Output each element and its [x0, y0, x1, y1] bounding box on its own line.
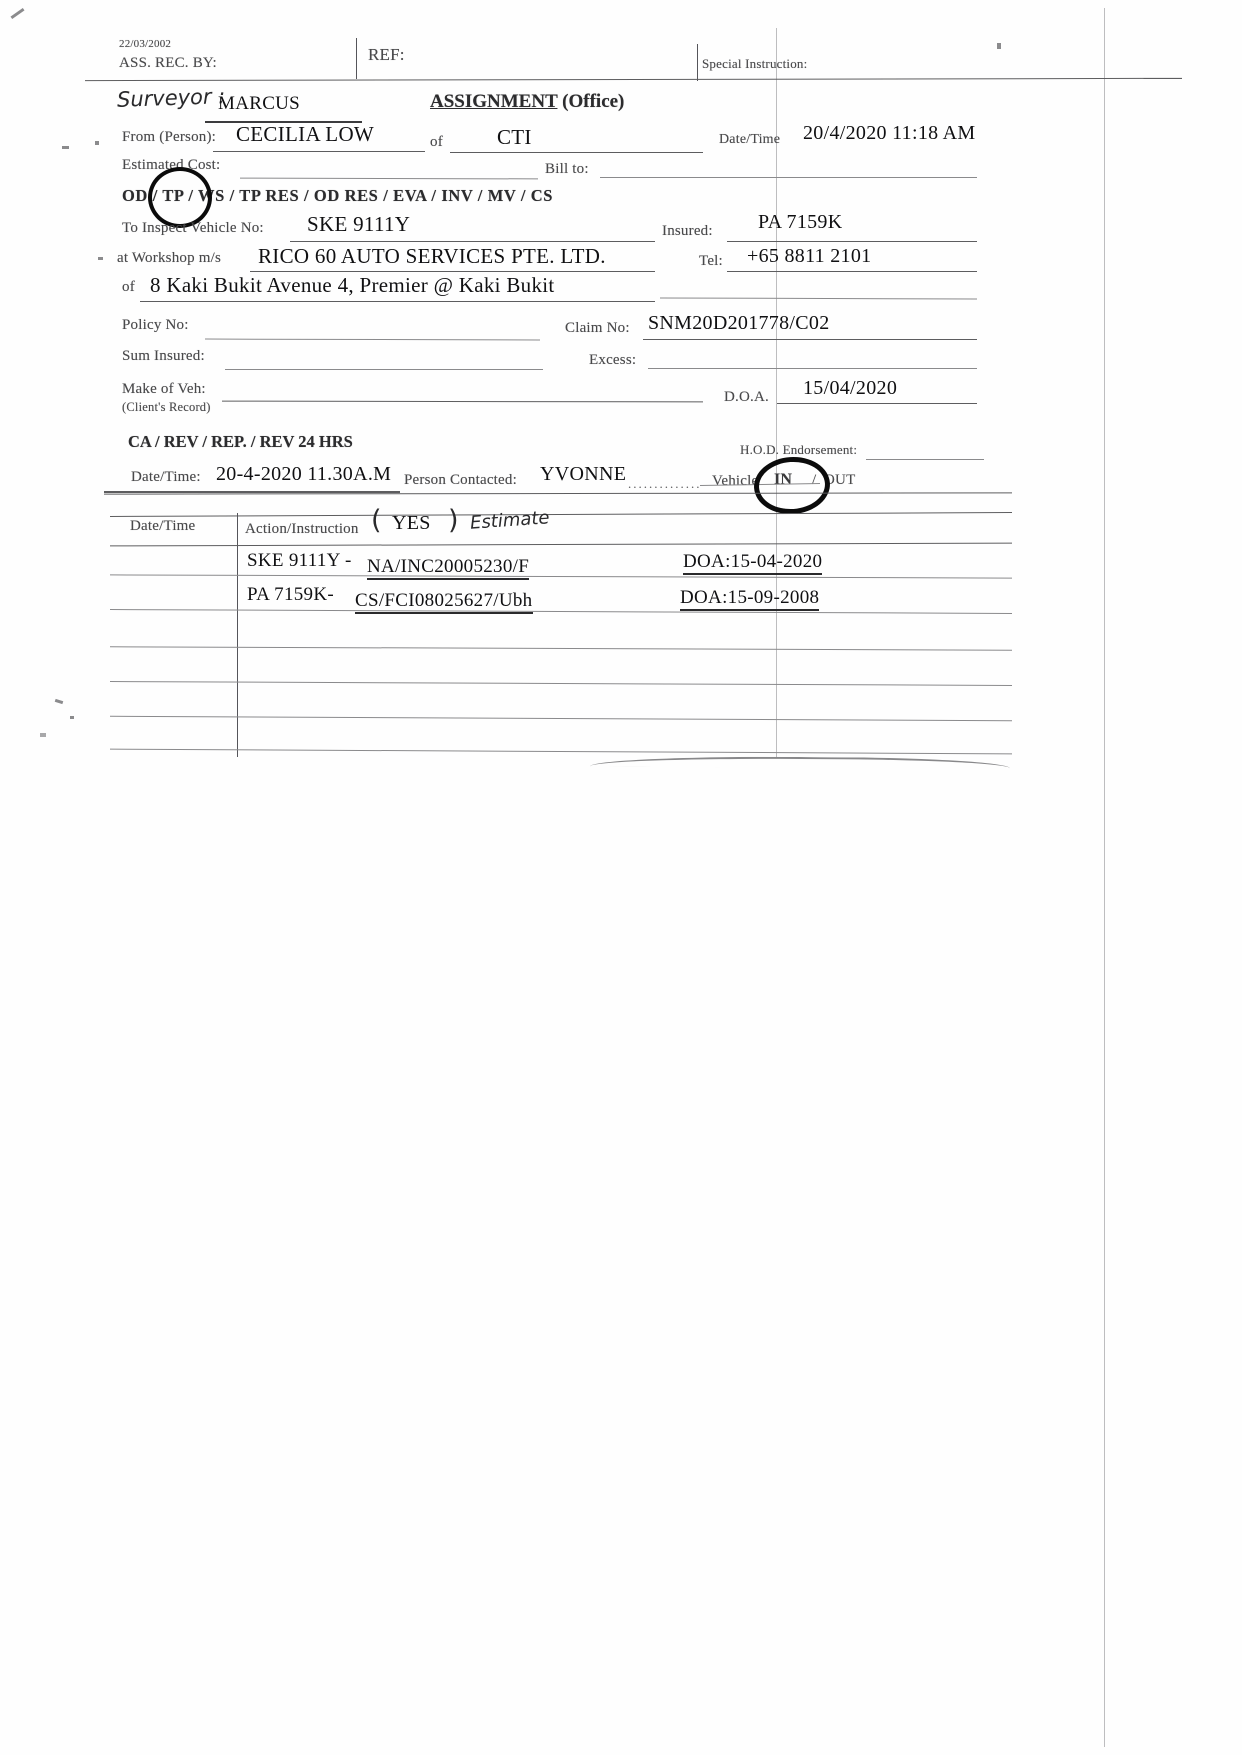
make-underline — [222, 401, 703, 403]
header-divider-1 — [356, 38, 357, 79]
address-value: 8 Kaki Bukit Avenue 4, Premier @ Kaki Bukit — [150, 273, 555, 297]
table-row-ref: CS/FCI08025627/Ubh — [355, 590, 533, 612]
page-title-suffix: (Office) — [557, 91, 625, 112]
claim-no-value: SNM20D201778/C02 — [648, 312, 830, 334]
workshop-underline — [250, 271, 655, 272]
tel-underline — [727, 271, 977, 272]
leader-dots: .............. — [628, 476, 702, 491]
table-row-rule — [110, 646, 1012, 650]
contact-datetime-label: Date/Time: — [131, 469, 201, 485]
workshop-value: RICO 60 AUTO SERVICES PTE. LTD. — [258, 244, 606, 268]
table-bottom-rule — [110, 749, 1012, 755]
handwritten-paren-close: ) — [448, 505, 459, 536]
table-column-divider — [237, 513, 238, 757]
table-row-vehicle: SKE 9111Y - — [247, 550, 352, 571]
table-row-rule — [110, 681, 1012, 686]
policy-no-label: Policy No: — [122, 317, 189, 333]
address-of-label: of — [122, 279, 135, 295]
surveyor-label: Surveyor : — [116, 84, 226, 112]
inspect-vehicle-label: To Inspect Vehicle No: — [122, 220, 264, 236]
contact-row-rule — [104, 492, 1012, 494]
hod-underline — [866, 459, 984, 460]
ref-label: REF: — [368, 45, 405, 64]
page-title: ASSIGNMENT — [430, 91, 558, 112]
vehicle-underline — [290, 241, 655, 242]
scan-artifact — [70, 716, 74, 719]
handwritten-estimate-note: Estimate — [469, 507, 551, 534]
insured-underline — [727, 241, 977, 242]
address-underline-1 — [140, 301, 655, 302]
table-row-ref: NA/INC20005230/F — [367, 556, 529, 578]
datetime-label: Date/Time — [719, 132, 781, 147]
table-top-rule — [110, 512, 1012, 517]
doa-value: 15/04/2020 — [803, 377, 898, 399]
table-col-datetime: Date/Time — [130, 518, 196, 534]
table-row-doa: DOA:15-04-2020 — [683, 551, 822, 573]
from-value: CECILIA LOW — [236, 122, 375, 146]
doa-label: D.O.A. — [724, 389, 769, 405]
of-underline — [450, 152, 703, 153]
scan-artifact — [55, 699, 64, 704]
scan-artifact — [40, 733, 46, 737]
doa-underline — [777, 403, 977, 404]
header-divider-2 — [697, 44, 698, 81]
scan-artifact — [95, 141, 99, 145]
from-label: From (Person): — [122, 129, 217, 145]
table-row-doa: DOA:15-09-2008 — [680, 587, 819, 609]
sum-insured-label: Sum Insured: — [122, 348, 205, 364]
from-underline — [213, 151, 425, 152]
insured-value: PA 7159K — [758, 211, 843, 233]
scan-squiggle-line — [590, 756, 1010, 770]
tel-value: +65 8811 2101 — [747, 245, 872, 267]
table-row-rule — [110, 574, 1012, 578]
ass-rec-by-label: ASS. REC. BY: — [119, 55, 217, 71]
table-header-rule — [110, 543, 1012, 547]
claim-type-od: OD — [122, 186, 148, 205]
claim-type-tp: TP — [162, 186, 184, 205]
contact-datetime-value: 20-4-2020 11.30A.M — [216, 463, 392, 485]
circle-annotation-tp — [148, 167, 212, 228]
scan-artifact — [62, 146, 69, 149]
address-underline-2 — [660, 297, 977, 299]
vehicle-out-value: OUT — [824, 472, 856, 488]
workshop-label: at Workshop m/s — [117, 250, 222, 266]
claim-type-sep: / — [188, 186, 194, 205]
yes-value: YES — [392, 512, 431, 534]
of-value: CTI — [497, 125, 532, 149]
vehicle-inout-label: Vehicle — [712, 473, 759, 489]
claim-underline — [643, 339, 977, 340]
client-record-label: (Client's Record) — [122, 400, 211, 414]
of-label: of — [430, 134, 443, 150]
circle-annotation-in — [752, 454, 832, 516]
scan-artifact — [997, 43, 1001, 49]
sum-insured-underline — [225, 369, 543, 370]
excess-label: Excess: — [589, 352, 637, 368]
table-col-action: Action/Instruction — [245, 521, 359, 537]
print-date: 22/03/2002 — [119, 38, 172, 50]
estimated-cost-label: Estimated Cost: — [122, 157, 221, 173]
handwritten-paren-open: ( — [371, 505, 382, 536]
tel-label: Tel: — [699, 253, 723, 269]
person-contacted-value: YVONNE — [540, 463, 627, 485]
bill-to-underline — [600, 177, 977, 178]
special-instruction-label: Special Instruction: — [702, 56, 808, 71]
bill-to-label: Bill to: — [545, 161, 589, 177]
header-rule — [85, 78, 1182, 81]
inspect-vehicle-value: SKE 9111Y — [307, 212, 411, 236]
make-of-veh-label: Make of Veh: — [122, 381, 206, 397]
scan-artifact — [98, 257, 103, 260]
claim-type-sep: / — [152, 186, 158, 205]
claim-no-label: Claim No: — [565, 320, 630, 336]
claim-type-rest: WS / TP RES / OD RES / EVA / INV / MV / CS — [198, 186, 554, 205]
vehicle-inout-sep: / — [812, 472, 817, 488]
scan-edge-line — [1104, 8, 1105, 1747]
estimated-cost-underline — [240, 178, 538, 180]
hod-endorsement-label: H.O.D. Endorsement: — [740, 442, 858, 457]
vehicle-in-value: IN — [774, 471, 793, 488]
table-row-rule — [110, 609, 1012, 614]
table-row-rule — [110, 716, 1012, 721]
person-contacted-label: Person Contacted: — [404, 472, 517, 488]
table-row-vehicle: PA 7159K- — [247, 584, 334, 605]
scan-artifact — [10, 8, 24, 19]
datetime-value: 20/4/2020 11:18 AM — [803, 122, 976, 144]
excess-underline — [648, 368, 977, 369]
policy-underline — [205, 339, 540, 341]
surveyor-value: MARCUS — [218, 93, 301, 114]
insured-label: Insured: — [662, 223, 713, 239]
action-type-line: CA / REV / REP. / REV 24 HRS — [128, 432, 353, 451]
